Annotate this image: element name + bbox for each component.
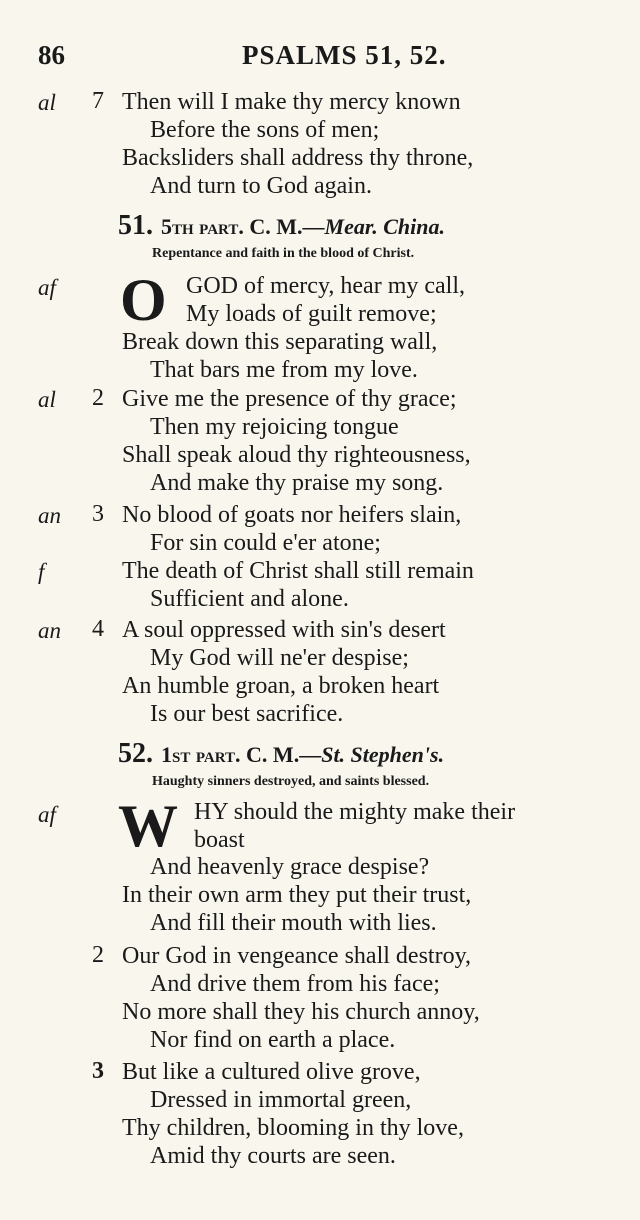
verse-line: No blood of goats nor heifers slain, — [122, 502, 462, 528]
hymn-number: 52. — [118, 738, 153, 769]
drop-cap: W — [118, 793, 178, 859]
verse-line: Our God in vengeance shall destroy, — [122, 943, 472, 969]
drop-cap: O — [120, 267, 167, 333]
verse-line: Thy children, blooming in thy love, — [122, 1115, 464, 1141]
verse-line: Give me the presence of thy grace; — [122, 386, 457, 412]
page-header — [0, 40, 640, 76]
verse-line: HY should the mighty make their — [194, 799, 516, 825]
running-title: PSALMS 51, 52. — [242, 40, 447, 70]
hymn-heading-52 — [118, 738, 444, 770]
verse-line: An humble groan, a broken heart — [122, 673, 440, 699]
verse-line: My God will ne'er despise; — [150, 645, 409, 671]
verse-line: Backsliders shall address thy throne, — [122, 145, 474, 171]
verse-line: My loads of guilt remove; — [186, 301, 437, 327]
verse-number: 3 — [92, 1058, 104, 1084]
hymn-heading-51 — [118, 210, 445, 242]
verse-line: And turn to God again. — [150, 173, 372, 199]
verse-line: And make thy praise my song. — [150, 470, 444, 496]
verse-number: 3 — [92, 501, 104, 527]
hymn-subtitle: Haughty sinners destroyed, and saints blessed. — [152, 774, 430, 789]
verse-line: Dressed in immortal green, — [150, 1087, 412, 1113]
hymn-number: 51. — [118, 210, 153, 241]
hymn-meter: 1st part. C. M.— — [161, 742, 322, 767]
dynamic-mark: al — [38, 90, 56, 115]
dynamic-mark: f — [38, 559, 45, 584]
verse-number: 4 — [92, 616, 104, 642]
hymn-tunes: St. Stephen's. — [321, 742, 445, 767]
hymn-tunes: Mear. China. — [324, 214, 445, 239]
page-number: 86 — [38, 40, 65, 70]
verse-line: A soul oppressed with sin's desert — [122, 617, 446, 643]
verse-line: Amid thy courts are seen. — [150, 1143, 396, 1169]
verse-line: Is our best sacrifice. — [150, 701, 344, 727]
hymn-meter: 5th part. C. M.— — [161, 214, 325, 239]
verse-number: 2 — [92, 385, 104, 411]
verse-line: But like a cultured olive grove, — [122, 1059, 421, 1085]
verse-line: Before the sons of men; — [150, 117, 380, 143]
verse-number: 2 — [92, 942, 104, 968]
verse-line: Nor find on earth a place. — [150, 1027, 396, 1053]
verse-line: Then will I make thy mercy known — [122, 89, 461, 115]
verse-number: 7 — [92, 88, 104, 114]
verse-line: For sin could e'er atone; — [150, 530, 381, 556]
dynamic-mark: an — [38, 503, 61, 528]
verse-line: And drive them from his face; — [150, 971, 440, 997]
verse-line: Sufficient and alone. — [150, 586, 349, 612]
verse-line: boast — [194, 827, 245, 853]
verse-line: In their own arm they put their trust, — [122, 882, 472, 908]
verse-line: The death of Christ shall still remain — [122, 558, 474, 584]
verse-line: Shall speak aloud thy righteousness, — [122, 442, 471, 468]
verse-line: GOD of mercy, hear my call, — [186, 273, 465, 299]
verse-line: And fill their mouth with lies. — [150, 910, 437, 936]
verse-line: That bars me from my love. — [150, 357, 418, 383]
verse-line: No more shall they his church annoy, — [122, 999, 480, 1025]
verse-line: And heavenly grace despise? — [150, 854, 430, 880]
dynamic-mark: af — [38, 802, 56, 827]
dynamic-mark: al — [38, 387, 56, 412]
verse-line: Break down this separating wall, — [122, 329, 438, 355]
dynamic-mark: an — [38, 618, 61, 643]
hymn-subtitle: Repentance and faith in the blood of Christ. — [152, 246, 415, 261]
dynamic-mark: af — [38, 275, 56, 300]
verse-line: Then my rejoicing tongue — [150, 414, 399, 440]
